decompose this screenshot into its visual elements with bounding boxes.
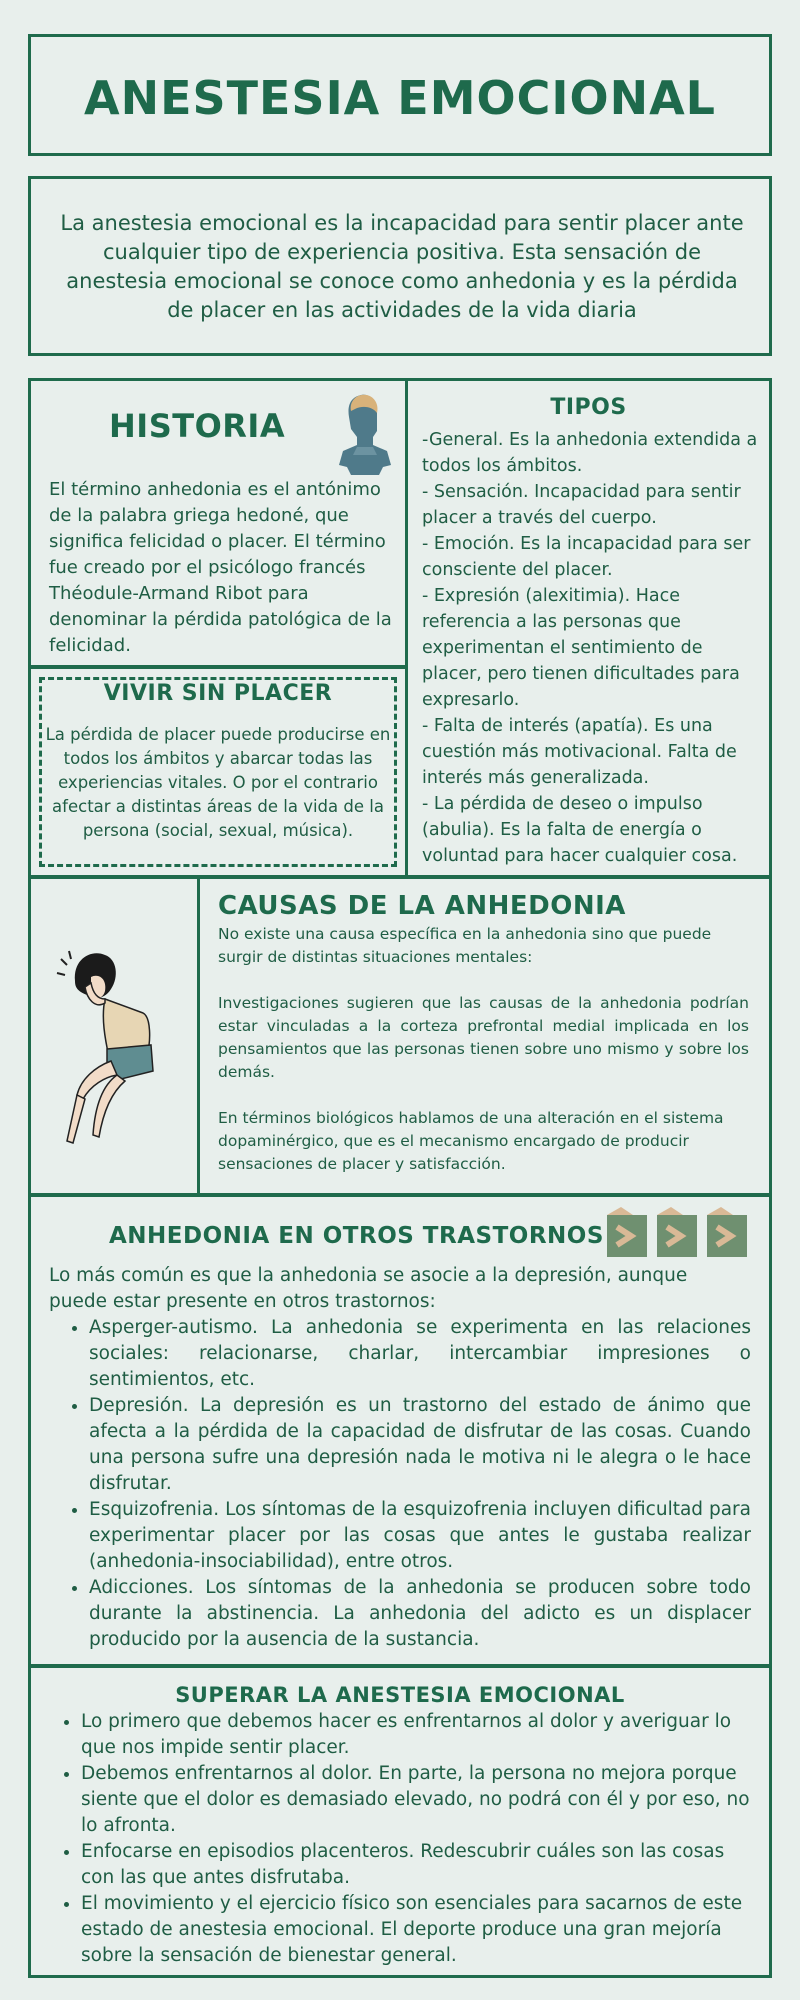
tipos-list	[422, 427, 759, 869]
sad-woman-illustration	[47, 929, 187, 1159]
page-title: ANESTESIA EMOCIONAL	[83, 71, 716, 125]
otros-item: • Esquizofrenia. Los síntomas de la esquizofrenia incluyen dificultad para experimentar placer por las cosas que antes le gustaba realizar (anhedonia-insociabilidad), entre otros.	[89, 1497, 751, 1575]
superar-item: • El movimiento y el ejercicio físico son esenciales para sacarnos de este estado de anestesia emocional. El deporte produce una gran mejoría sobre la sensación de bienestar general.	[81, 1891, 753, 1969]
superar-item: • Enfocarse en episodios placenteros. Redescubrir cuáles son las cosas con las que antes disfrutaba.	[81, 1839, 753, 1891]
intro-text: La anestesia emocional es la incapacidad para sentir placer ante cualquier tipo de experiencia positiva. Esta sensación de anestesia emocional se conoce como anhedonia y es la pérdida de placer en las actividades de la vida diaria	[60, 211, 744, 322]
causas-paragraph: No existe una causa específica en la anhedonia sino que puede surgir de distintas situaciones mentales:	[218, 925, 712, 966]
tipos-item: -General. Es la anhedonia extendida a todos los ámbitos.	[422, 430, 758, 476]
otros-heading: ANHEDONIA EN OTROS TRASTORNOS	[109, 1223, 604, 1249]
causas-body	[218, 923, 749, 1199]
historia-section	[28, 378, 408, 668]
vivir-heading: VIVIR SIN PLACER	[103, 681, 333, 706]
superar-heading: SUPERAR LA ANESTESIA EMOCIONAL	[175, 1683, 625, 1707]
tipos-item: - Falta de interés (apatía). Es una cuestión más motivacional. Falta de interés más generalizada.	[422, 716, 737, 788]
arrow-sticky-icons	[605, 1205, 755, 1263]
tipos-heading: TIPOS	[550, 395, 627, 420]
historia-heading: HISTORIA	[109, 407, 286, 445]
bust-icon	[333, 391, 397, 477]
otros-item: • Adicciones. Los síntomas de la anhedonia se producen sobre todo durante la abstinencia. La anhedonia del adicto es un displacer producido por la ausencia de la sustancia.	[89, 1575, 751, 1653]
causas-illustration-box	[28, 876, 200, 1196]
otros-item: • Depresión. La depresión es un trastorno del estado de ánimo que afecta a la pérdida de la capacidad de disfrutar de las cosas. Cuando una persona sufre una depresión nada le motiva ni le alegra o le hace disfrutar.	[89, 1393, 751, 1497]
otros-trastornos-section	[28, 1194, 772, 1668]
vivir-text: La pérdida de placer puede producirse en todos los ámbitos y abarcar todas las experiencias vitales. O por el contrario afectar a distintas áreas de la vida de la persona (social, sexual, música).	[45, 725, 391, 840]
superar-section	[28, 1664, 772, 1978]
causas-paragraph: En términos biológicos hablamos de una alteración en el sistema dopaminérgico, que es el mecanismo encargado de producir sensaciones de placer y satisfacción.	[218, 1109, 724, 1173]
vivir-section	[28, 666, 408, 878]
tipos-item: - Emoción. Es la incapacidad para ser consciente del placer.	[422, 534, 751, 580]
title-box	[28, 34, 772, 156]
tipos-item: - Sensación. Incapacidad para sentir placer a través del cuerpo.	[422, 482, 741, 528]
superar-list	[59, 1709, 753, 1969]
causas-section	[197, 876, 772, 1196]
tipos-item: - Expresión (alexitimia). Hace referencia a las personas que experimentan el sentimiento de placer, pero tienen dificultades para expresarlo.	[422, 586, 740, 710]
otros-item: • Asperger-autismo. La anhedonia se experimenta en las relaciones sociales: relacionarse, charlar, intercambiar impresiones o sentimientos, etc.	[89, 1315, 751, 1393]
otros-intro: Lo más común es que la anhedonia se asocie a la depresión, aunque puede estar presente en otros trastornos:	[49, 1265, 688, 1312]
causas-paragraph: Investigaciones sugieren que las causas de la anhedonia podrían estar vinculadas a la corteza prefrontal medial implicada en los pensamientos que las personas tienen sobre uno mismo y sobre los demás.	[218, 994, 749, 1081]
tipos-item: - La pérdida de deseo o impulso (abulia). Es la falta de energía o voluntad para hacer cualquier cosa.	[422, 794, 738, 866]
intro-box	[28, 176, 772, 356]
otros-list	[67, 1315, 751, 1653]
causas-heading: CAUSAS DE LA ANHEDONIA	[218, 891, 626, 921]
superar-item: • Lo primero que debemos hacer es enfrentarnos al dolor y averiguar lo que nos impide sentir placer.	[81, 1709, 753, 1761]
historia-text: El término anhedonia es el antónimo de la palabra griega hedoné, que significa felicidad o placer. El término fue creado por el psicólogo francés Théodule-Armand Ribot para denominar la pérdida patológica de la felicidad.	[49, 479, 392, 656]
superar-item: • Debemos enfrentarnos al dolor. En parte, la persona no mejora porque siente que el dolor es demasiado elevado, no podrá con él y por eso, no lo afronta.	[81, 1761, 753, 1839]
tipos-section	[405, 378, 772, 878]
